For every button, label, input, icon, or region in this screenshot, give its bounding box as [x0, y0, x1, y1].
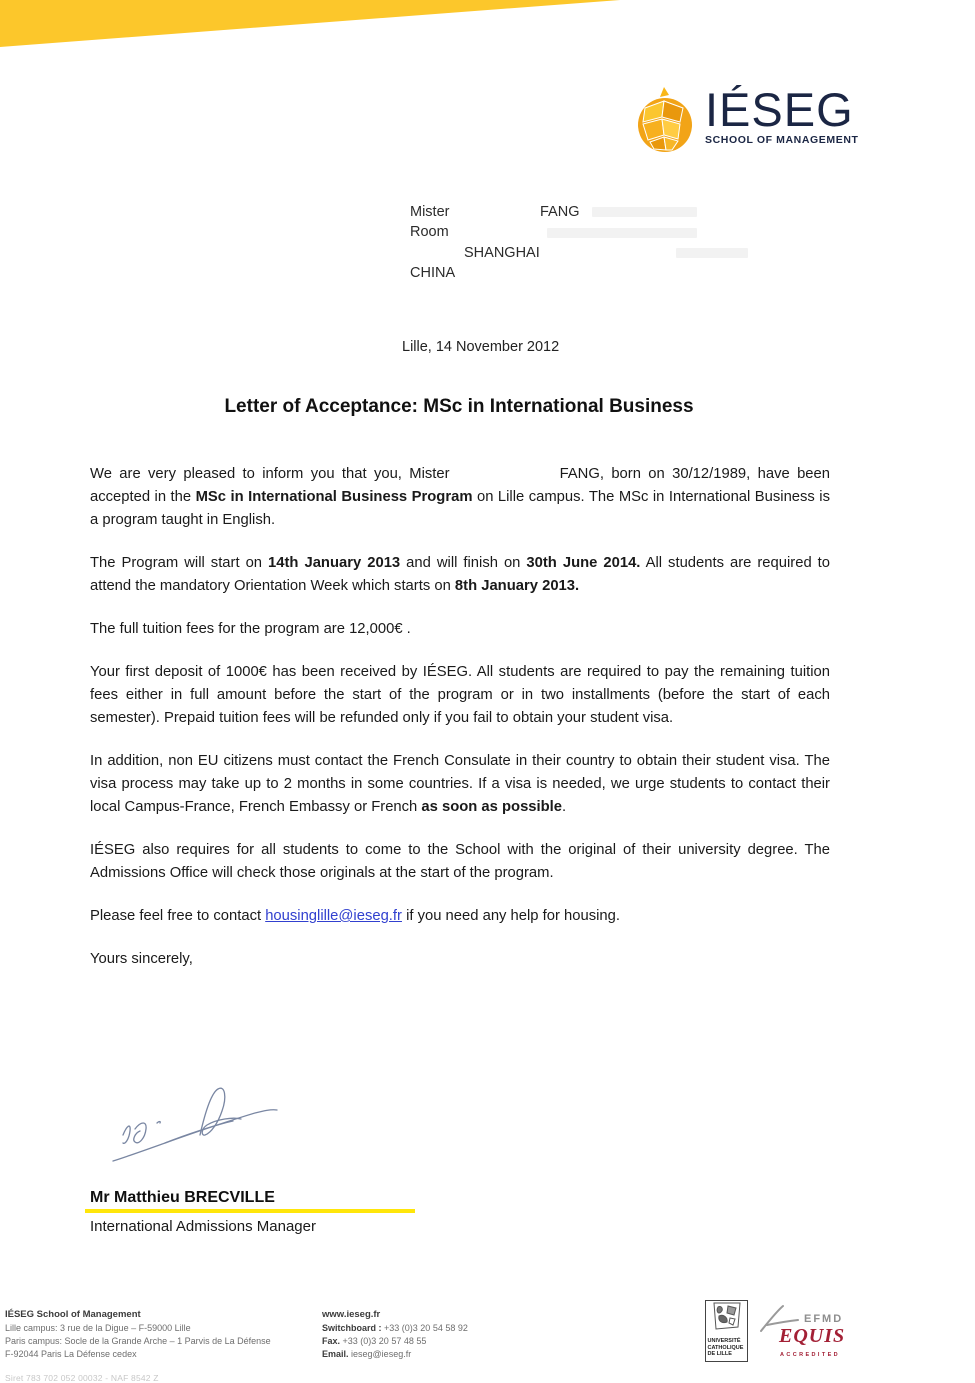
signer-role: International Admissions Manager	[90, 1218, 316, 1235]
recipient-salutation: Mister	[410, 204, 450, 220]
letter-paragraph: The Program will start on 14th January 2013 and will finish on 30th June 2014. All students are required to attend the mandatory Orientation Week which starts on 8th January 2013.	[90, 555, 831, 594]
email-value: ieseg@ieseg.fr	[351, 1349, 412, 1359]
email-label: Email.	[322, 1349, 349, 1359]
recipient-room: Room	[410, 224, 449, 240]
ucl-line: DE LILLE	[707, 1351, 732, 1357]
yellow-banner	[0, 0, 975, 47]
bold-text: MSc in International Business Program	[195, 489, 473, 505]
footer-school-block	[5, 1308, 271, 1361]
footer-email	[322, 1348, 468, 1361]
letter-paragraph: We are very pleased to inform you that you, Mister FANG, born on 30/12/1989, have been accepted in the MSc in International Business Program on Lille campus. The MSc in International Business is a program taught in English.	[90, 466, 830, 528]
universite-catholique-lille-logo	[705, 1300, 748, 1362]
fax-label: Fax.	[322, 1336, 341, 1346]
redacted-text	[592, 207, 697, 217]
redacted-gap	[450, 477, 560, 478]
name-yellow-underline	[85, 1209, 415, 1213]
letter-paragraph: In addition, non EU citizens must contact the French Consulate in their country to obtain their student visa. The visa process may take up to 2 months in some countries. If a visa is needed, we urge students to contact their local Campus-France, French Embassy or French as soon as possible.	[90, 753, 830, 815]
fax-value: +33 (0)3 20 57 48 55	[342, 1336, 427, 1346]
dateline: Lille, 14 November 2012	[402, 339, 560, 355]
letter-paragraph: Please feel free to contact housinglille@ieseg.fr if you need any help for housing.	[90, 908, 620, 924]
footer-contact-block	[322, 1308, 468, 1361]
letter-paragraph: The full tuition fees for the program are 12,000€ .	[90, 621, 411, 637]
equis-label: EQUIS	[779, 1325, 846, 1347]
footer-school-line: F-92044 Paris La Défense cedex	[5, 1349, 137, 1359]
letter-body	[90, 463, 830, 991]
housing-email-link[interactable]: housinglille@ieseg.fr	[265, 908, 402, 924]
footer-website: www.ieseg.fr	[322, 1309, 381, 1320]
signer-name: Mr Matthieu BRECVILLE	[90, 1189, 275, 1206]
recipient-surname: FANG	[540, 204, 580, 220]
siret-line: Siret 783 702 052 00032 - NAF 8542 Z	[5, 1373, 159, 1383]
switchboard-value: +33 (0)3 20 54 58 92	[384, 1323, 468, 1333]
bold-text: 30th June 2014.	[526, 555, 641, 571]
recipient-country: CHINA	[410, 265, 456, 281]
closing-line: Yours sincerely,	[90, 951, 193, 967]
letter-title: Letter of Acceptance: MSc in International Business	[224, 396, 694, 417]
redacted-text	[547, 228, 697, 238]
bold-text: 8th January 2013.	[454, 578, 580, 594]
footer-switchboard	[322, 1322, 468, 1335]
footer-school-line: Lille campus: 3 rue de la Digue – F-59000 Lille	[5, 1323, 191, 1333]
ucl-line: UNIVERSITÉ	[707, 1338, 741, 1344]
logo-tagline: SCHOOL OF MANAGEMENT	[705, 134, 859, 146]
footer-school-title: IÉSEG School of Management	[5, 1309, 141, 1320]
footer-fax	[322, 1335, 468, 1348]
letter-paragraph: Your first deposit of 1000€ has been received by IÉSEG. All students are required to pay the remaining tuition fees either in full amount before the start of the program or in two installments (before the start of each semester). Prepaid tuition fees will be refunded only if you fail to obtain your student visa.	[90, 664, 830, 726]
accredited-label: ACCREDITED	[780, 1352, 841, 1358]
footer-school-line: Paris campus: Socle de la Grande Arche – 1 Parvis de La Défense	[5, 1336, 271, 1346]
recipient-city: SHANGHAI	[464, 245, 540, 261]
redacted-text	[676, 248, 748, 258]
logo-wordmark: IÉSEG	[705, 83, 854, 136]
ucl-line: CATHOLIQUE	[707, 1344, 744, 1351]
globe-icon	[633, 86, 699, 161]
signature-image	[105, 1083, 295, 1183]
efmd-label: EFMD	[804, 1313, 844, 1325]
letter-paragraph: IÉSEG also requires for all students to come to the School with the original of their university degree. The Admissions Office will check those originals at the start of the program.	[90, 842, 830, 881]
bold-text: as soon as possible	[421, 799, 563, 815]
bold-text: 14th January 2013	[268, 555, 401, 571]
ieseg-logo	[633, 83, 859, 161]
ucl-crest-icon	[708, 1301, 746, 1338]
switchboard-label: Switchboard :	[322, 1323, 382, 1333]
